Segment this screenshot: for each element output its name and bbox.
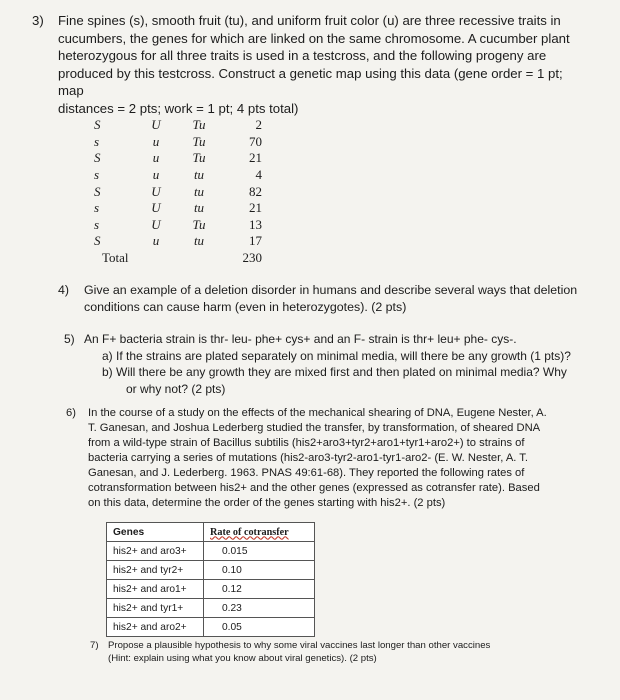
q5-part-a: a) If the strains are plated separately on minimal media, will there be any growth (1 pts)?	[102, 348, 571, 363]
question-4	[58, 282, 598, 315]
question-3	[32, 12, 592, 118]
question-5-number: 5)	[64, 332, 75, 346]
s-genotype: S	[94, 233, 101, 249]
s-genotype: s	[94, 216, 100, 232]
s-genotype: s	[94, 167, 100, 183]
question-6	[66, 406, 611, 511]
tu-genotype: tu	[193, 200, 205, 216]
u-genotype: u	[152, 233, 160, 249]
gene-pair: his2+ and aro1+	[107, 580, 204, 599]
progeny-row	[88, 150, 262, 167]
s-genotype: s	[94, 133, 100, 149]
gene-pair: his2+ and tyr1+	[107, 599, 204, 618]
tu-genotype: tu	[193, 167, 205, 183]
rate-row	[107, 542, 315, 561]
progeny-total-row	[88, 250, 262, 267]
q3-line: produced by this testcross. Construct a genetic map using this data (gene order = 1 pt; map	[58, 65, 563, 99]
u-genotype: U	[151, 200, 161, 216]
gene-pair: his2+ and tyr2+	[107, 561, 204, 580]
q7-line: (Hint: explain using what you know about viral genetics). (2 pts)	[108, 652, 377, 664]
genes-column-header: Genes	[107, 523, 204, 542]
q7-line: Propose a plausible hypothesis to why some viral vaccines last longer than other vaccines	[108, 640, 491, 651]
progeny-count: 2	[255, 117, 262, 133]
q6-line: from a wild-type strain of Bacillus subtilis (his2+aro3+tyr2+aro1+tyr1+aro2+) to strains of	[88, 437, 525, 449]
tu-genotype: Tu	[192, 216, 206, 232]
cotransfer-rate-table	[106, 522, 315, 637]
total-label: Total	[102, 250, 129, 266]
u-genotype: U	[151, 216, 161, 232]
progeny-row	[88, 233, 262, 250]
s-genotype: S	[94, 117, 101, 133]
q6-line: bacteria carrying a series of mutations (his2-aro3-tyr2-aro1-tyr1-aro2- (E. W. Nester, A. T.	[88, 452, 528, 464]
progeny-count: 21	[249, 150, 262, 166]
rate-row	[107, 599, 315, 618]
progeny-row	[88, 183, 262, 200]
testcross-progeny-table	[88, 117, 262, 266]
q3-line: heterozygous for all three traits is used in a testcross, and the following progeny are	[58, 48, 547, 64]
question-4-text	[84, 282, 598, 315]
s-genotype: S	[94, 150, 101, 166]
tu-genotype: tu	[193, 183, 205, 199]
rate-row	[107, 618, 315, 637]
tu-genotype: Tu	[192, 117, 206, 133]
tu-genotype: Tu	[192, 150, 206, 166]
u-genotype: u	[152, 133, 160, 149]
progeny-count: 70	[249, 133, 262, 149]
rate-table-header	[107, 523, 315, 542]
question-6-text	[88, 406, 611, 511]
tu-genotype: Tu	[192, 133, 206, 149]
rate-row	[107, 580, 315, 599]
q6-line: Ganesan, and J. Lederberg. 1963. PNAS 49:61-68). They reported the following rates of	[88, 467, 525, 479]
rate-column-header: Rate of cotransfer	[204, 523, 315, 542]
question-7	[90, 640, 600, 665]
cotransfer-rate: 0.015	[204, 542, 315, 561]
q5-part-b: b) Will there be any growth they are mixed first and then plated on minimal media? Why	[102, 365, 567, 379]
question-6-number: 6)	[66, 407, 76, 419]
progeny-row	[88, 117, 262, 134]
gene-pair: his2+ and aro3+	[107, 542, 204, 561]
progeny-count: 4	[255, 167, 262, 183]
progeny-count: 13	[249, 216, 262, 232]
rate-row	[107, 561, 315, 580]
progeny-row	[88, 167, 262, 184]
progeny-count: 82	[249, 183, 262, 199]
q6-line: T. Ganesan, and Joshua Lederberg studied the transfer, by transformation, of sheared DNA	[88, 422, 541, 434]
q4-line: Give an example of a deletion disorder in humans and describe several ways that deletion	[84, 283, 578, 297]
question-3-number: 3)	[32, 13, 44, 28]
q6-line: on this data, determine the order of the genes starting with his2+. (2 pts)	[88, 497, 446, 509]
question-7-number: 7)	[90, 640, 99, 651]
gene-pair: his2+ and aro2+	[107, 618, 204, 637]
s-genotype: s	[94, 200, 100, 216]
progeny-count: 17	[249, 233, 262, 249]
u-genotype: u	[152, 167, 160, 183]
total-value: 230	[242, 250, 262, 266]
tu-genotype: tu	[193, 233, 205, 249]
q5-intro: An F+ bacteria strain is thr- leu- phe+ cys+ and an F- strain is thr+ leu+ phe- cys-.	[84, 332, 517, 346]
question-5-text	[84, 331, 604, 397]
q6-line: cotransformation between his2+ and the other genes (expressed as cotransfer rate). Based	[88, 482, 540, 494]
cotransfer-rate: 0.10	[204, 561, 315, 580]
progeny-row	[88, 134, 262, 151]
s-genotype: S	[94, 183, 101, 199]
q4-line: conditions can cause harm (even in heterozygotes). (2 pts)	[84, 299, 407, 314]
q3-line: Fine spines (s), smooth fruit (tu), and uniform fruit color (u) are three recessive traits in	[58, 13, 561, 28]
question-3-text	[58, 12, 592, 118]
progeny-row	[88, 200, 262, 217]
q3-line: cucumbers, the genes for which are linked on the same chromosome. A cucumber plant	[58, 30, 570, 46]
progeny-count: 21	[249, 200, 262, 216]
u-genotype: U	[151, 183, 161, 199]
u-genotype: u	[152, 150, 160, 166]
cotransfer-rate: 0.05	[204, 618, 315, 637]
q3-line: distances = 2 pts; work = 1 pt; 4 pts total)	[58, 100, 299, 116]
question-7-text	[108, 640, 600, 665]
question-5	[64, 331, 604, 397]
u-genotype: U	[151, 117, 161, 133]
cotransfer-rate: 0.12	[204, 580, 315, 599]
cotransfer-rate: 0.23	[204, 599, 315, 618]
progeny-row	[88, 217, 262, 234]
q5-part-b-cont: or why not? (2 pts)	[126, 381, 226, 396]
q6-line: In the course of a study on the effects of the mechanical shearing of DNA, Eugene Nester, A.	[88, 407, 547, 419]
question-4-number: 4)	[58, 283, 70, 297]
